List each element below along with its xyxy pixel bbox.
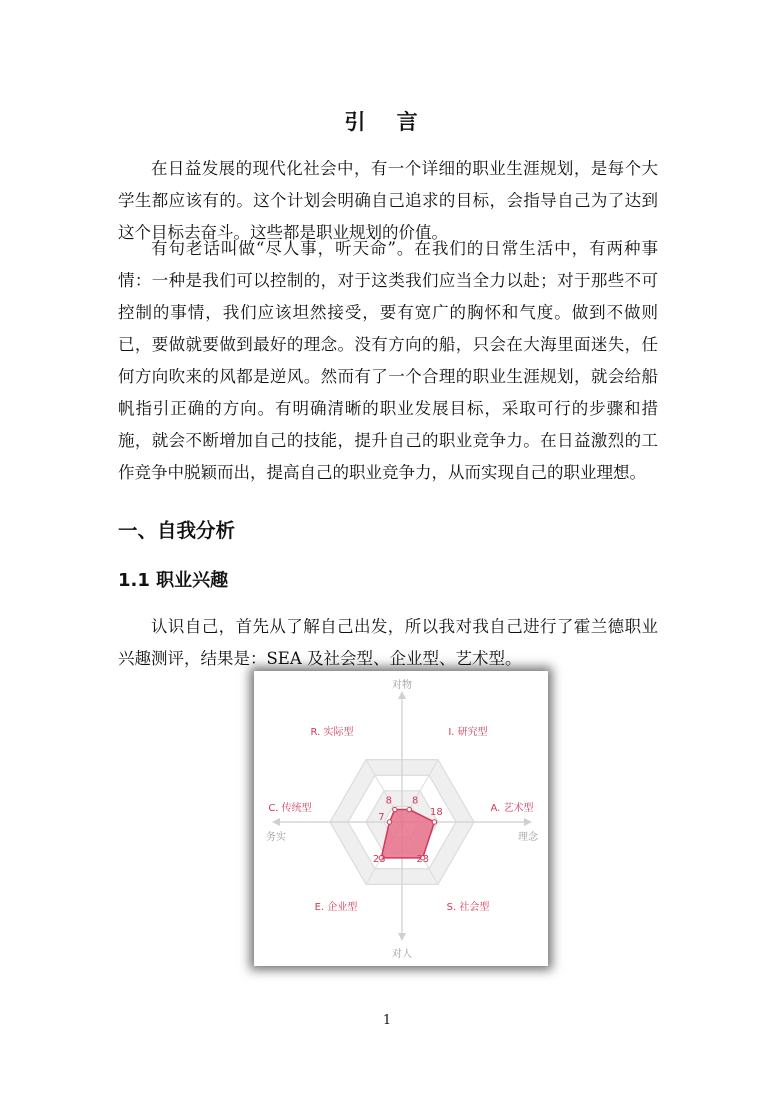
radar-category-label: I. 研究型 (448, 727, 488, 738)
radar-value-label: 23 (372, 853, 386, 865)
arrow-left-icon (272, 818, 280, 826)
holland-radar-chart (254, 671, 548, 966)
intro-paragraph-1: 在日益发展的现代化社会中，有一个详细的职业生涯规划，是每个大学生都应该有的。这个计划会明确自己追求的目标，会指导自己为了达到这个目标去奋斗。这些都是职业规划的价值。 (118, 159, 658, 242)
page-number: 1 (382, 1013, 392, 1028)
radar-value-label: 8 (412, 795, 419, 807)
arrow-up-icon (398, 691, 406, 699)
radar-direction-label: 对物 (392, 680, 412, 691)
subsection-heading: 1.1 职业兴趣 (118, 570, 229, 591)
radar-value-label: 7 (378, 812, 385, 823)
radar-data-point (432, 820, 436, 824)
radar-direction-label: 务实 (266, 832, 286, 843)
radar-value-label: 8 (385, 795, 392, 807)
radar-value-label: 18 (430, 807, 443, 818)
radar-data-point (387, 820, 391, 824)
radar-direction-label: 理念 (518, 832, 538, 843)
subsection-paragraph: 认识自己，首先从了解自己出发，所以我对我自己进行了霍兰德职业兴趣测评，结果是：SEA 及社会型、企业型、艺术型。 (118, 617, 658, 668)
radar-category-label: E. 企业型 (314, 902, 358, 913)
radar-direction-label: 对人 (392, 949, 412, 960)
radar-category-label: C. 传统型 (268, 803, 312, 814)
radar-data-point (393, 807, 397, 811)
intro-paragraph-2: 有句老话叫做“尽人事，听天命”。在我们的日常生活中，有两种事情：一种是我们可以控制的，对于这类我们应当全力以赴；对于那些不可控制的事情，我们应该坦然接受，要有宽广的胸怀和气度。做到不做则已，要做就要做到最好的理念。没有方向的船，只会在大海里面迷失，任何方向吹来的风都是逆风。然而有了一个合理的职业生涯规划，就会给船帆指引正确的方向。有明确清晰的职业发展目标，采取可行的步骤和措施，就会不断增加自己的技能，提升自己的职业竞争力。在日益激烈的工作竞争中脱颖而出，提高自己的职业竞争力，从而实现自己的职业理想。 (118, 239, 658, 482)
radar-category-label: R. 实际型 (310, 727, 354, 738)
arrow-right-icon (524, 818, 532, 826)
radar-category-label: S. 社会型 (446, 902, 490, 913)
radar-category-label: A. 艺术型 (490, 803, 534, 814)
page-title: 引 言 (344, 109, 430, 134)
radar-data-point (407, 807, 411, 811)
section-heading: 一、自我分析 (118, 519, 236, 542)
radar-chart-svg (254, 671, 548, 966)
arrow-down-icon (398, 933, 406, 941)
radar-value-label: 23 (416, 853, 430, 865)
